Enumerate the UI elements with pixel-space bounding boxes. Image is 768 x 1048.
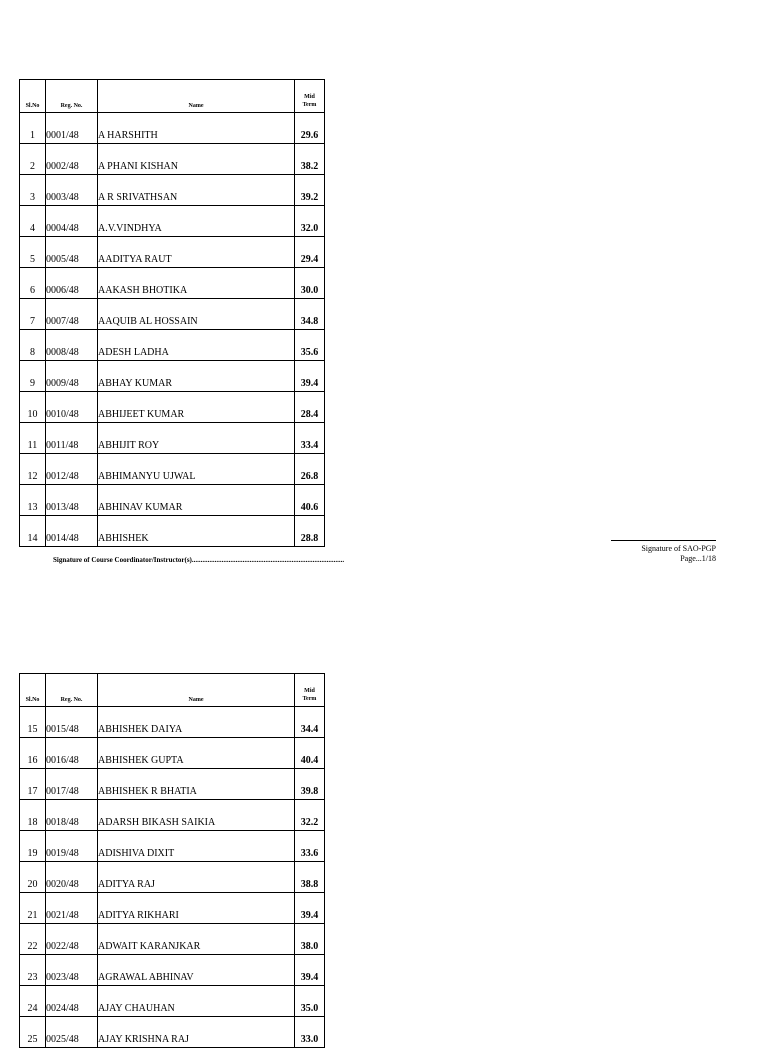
cell-slno: 22: [20, 924, 46, 955]
cell-mid-term: 33.4: [295, 423, 325, 454]
header-slno: Sl.No: [20, 80, 46, 113]
cell-mid-term: 39.2: [295, 175, 325, 206]
page-number: Page...1/18: [680, 554, 716, 563]
table-row: [20, 893, 325, 924]
cell-slno: 17: [20, 769, 46, 800]
cell-reg-no: 0017/48: [46, 769, 98, 800]
table-header-row: [20, 80, 325, 113]
header-mid-term: [295, 674, 325, 707]
cell-mid-term: 35.6: [295, 330, 325, 361]
coordinator-signature-line: Signature of Course Coordinator/Instructor(s).......................................................................................: [53, 556, 345, 564]
cell-reg-no: 0019/48: [46, 831, 98, 862]
cell-slno: 23: [20, 955, 46, 986]
cell-reg-no: 0013/48: [46, 485, 98, 516]
cell-mid-term: 32.2: [295, 800, 325, 831]
cell-name: ABHAY KUMAR: [98, 361, 295, 392]
cell-reg-no: 0021/48: [46, 893, 98, 924]
header-mid-line1: Mid: [304, 688, 315, 694]
cell-reg-no: 0003/48: [46, 175, 98, 206]
table-header-row: [20, 674, 325, 707]
header-name: Name: [98, 674, 295, 707]
cell-mid-term: 39.4: [295, 955, 325, 986]
header-mid-line1: Mid: [304, 94, 315, 100]
cell-name: AGRAWAL ABHINAV: [98, 955, 295, 986]
cell-mid-term: 26.8: [295, 454, 325, 485]
cell-name: ADARSH BIKASH SAIKIA: [98, 800, 295, 831]
table-row: [20, 862, 325, 893]
table-row: [20, 516, 325, 547]
cell-slno: 7: [20, 299, 46, 330]
cell-mid-term: 30.0: [295, 268, 325, 299]
table-row: [20, 268, 325, 299]
cell-mid-term: 35.0: [295, 986, 325, 1017]
table-row: [20, 707, 325, 738]
table-row: [20, 144, 325, 175]
table-row: [20, 175, 325, 206]
cell-mid-term: 28.8: [295, 516, 325, 547]
cell-slno: 12: [20, 454, 46, 485]
cell-reg-no: 0006/48: [46, 268, 98, 299]
cell-reg-no: 0018/48: [46, 800, 98, 831]
cell-reg-no: 0010/48: [46, 392, 98, 423]
cell-name: A PHANI KISHAN: [98, 144, 295, 175]
cell-slno: 20: [20, 862, 46, 893]
table-row: [20, 986, 325, 1017]
cell-slno: 18: [20, 800, 46, 831]
cell-reg-no: 0014/48: [46, 516, 98, 547]
header-mid-line2: Term: [302, 696, 317, 702]
table-row: [20, 1017, 325, 1048]
cell-slno: 8: [20, 330, 46, 361]
cell-reg-no: 0016/48: [46, 738, 98, 769]
table-row: [20, 738, 325, 769]
cell-name: ABHISHEK: [98, 516, 295, 547]
marks-table: [19, 79, 325, 547]
cell-mid-term: 40.6: [295, 485, 325, 516]
cell-mid-term: 34.4: [295, 707, 325, 738]
cell-mid-term: 38.2: [295, 144, 325, 175]
cell-slno: 16: [20, 738, 46, 769]
table-body: [20, 707, 325, 1048]
header-slno: Sl.No: [20, 674, 46, 707]
table-row: [20, 237, 325, 268]
table-body: [20, 113, 325, 547]
cell-name: ADWAIT KARANJKAR: [98, 924, 295, 955]
table-row: [20, 924, 325, 955]
cell-name: ADESH LADHA: [98, 330, 295, 361]
cell-slno: 4: [20, 206, 46, 237]
cell-mid-term: 39.4: [295, 893, 325, 924]
cell-reg-no: 0009/48: [46, 361, 98, 392]
cell-mid-term: 39.8: [295, 769, 325, 800]
cell-mid-term: 38.8: [295, 862, 325, 893]
cell-name: ADITYA RAJ: [98, 862, 295, 893]
header-mid-term: [295, 80, 325, 113]
cell-name: ADITYA RIKHARI: [98, 893, 295, 924]
cell-slno: 19: [20, 831, 46, 862]
cell-name: A.V.VINDHYA: [98, 206, 295, 237]
marks-table: [19, 673, 325, 1048]
cell-name: ADISHIVA DIXIT: [98, 831, 295, 862]
cell-reg-no: 0023/48: [46, 955, 98, 986]
cell-slno: 13: [20, 485, 46, 516]
table-row: [20, 206, 325, 237]
header-reg-no: Reg. No.: [46, 80, 98, 113]
cell-name: AADITYA RAUT: [98, 237, 295, 268]
marks-page-2: [0, 594, 768, 1045]
cell-reg-no: 0004/48: [46, 206, 98, 237]
cell-slno: 11: [20, 423, 46, 454]
cell-name: ABHISHEK R BHATIA: [98, 769, 295, 800]
cell-slno: 24: [20, 986, 46, 1017]
cell-mid-term: 33.0: [295, 1017, 325, 1048]
sao-signature-label: Signature of SAO-PGP: [641, 544, 716, 553]
cell-name: AAQUIB AL HOSSAIN: [98, 299, 295, 330]
cell-slno: 9: [20, 361, 46, 392]
cell-slno: 2: [20, 144, 46, 175]
table-row: [20, 330, 325, 361]
cell-mid-term: 29.6: [295, 113, 325, 144]
cell-reg-no: 0022/48: [46, 924, 98, 955]
table-row: [20, 299, 325, 330]
cell-slno: 3: [20, 175, 46, 206]
cell-reg-no: 0015/48: [46, 707, 98, 738]
table-row: [20, 423, 325, 454]
cell-name: ABHIJEET KUMAR: [98, 392, 295, 423]
cell-name: AAKASH BHOTIKA: [98, 268, 295, 299]
cell-mid-term: 38.0: [295, 924, 325, 955]
cell-slno: 15: [20, 707, 46, 738]
cell-slno: 6: [20, 268, 46, 299]
table-row: [20, 955, 325, 986]
cell-reg-no: 0002/48: [46, 144, 98, 175]
cell-slno: 10: [20, 392, 46, 423]
cell-name: AJAY CHAUHAN: [98, 986, 295, 1017]
cell-slno: 14: [20, 516, 46, 547]
cell-name: ABHISHEK DAIYA: [98, 707, 295, 738]
cell-name: ABHINAV KUMAR: [98, 485, 295, 516]
cell-slno: 1: [20, 113, 46, 144]
cell-mid-term: 40.4: [295, 738, 325, 769]
cell-reg-no: 0012/48: [46, 454, 98, 485]
sao-signature-block: [611, 540, 716, 564]
cell-mid-term: 39.4: [295, 361, 325, 392]
cell-reg-no: 0008/48: [46, 330, 98, 361]
header-mid-line2: Term: [302, 102, 317, 108]
cell-name: A R SRIVATHSAN: [98, 175, 295, 206]
cell-mid-term: 28.4: [295, 392, 325, 423]
cell-slno: 21: [20, 893, 46, 924]
cell-reg-no: 0025/48: [46, 1017, 98, 1048]
cell-name: ABHISHEK GUPTA: [98, 738, 295, 769]
table-row: [20, 831, 325, 862]
table-row: [20, 392, 325, 423]
cell-reg-no: 0024/48: [46, 986, 98, 1017]
header-reg-no: Reg. No.: [46, 674, 98, 707]
table-row: [20, 361, 325, 392]
table-row: [20, 769, 325, 800]
cell-name: AJAY KRISHNA RAJ: [98, 1017, 295, 1048]
cell-mid-term: 34.8: [295, 299, 325, 330]
cell-reg-no: 0020/48: [46, 862, 98, 893]
table-row: [20, 113, 325, 144]
cell-name: ABHIMANYU UJWAL: [98, 454, 295, 485]
table-row: [20, 800, 325, 831]
cell-slno: 25: [20, 1017, 46, 1048]
cell-mid-term: 32.0: [295, 206, 325, 237]
cell-reg-no: 0011/48: [46, 423, 98, 454]
cell-reg-no: 0007/48: [46, 299, 98, 330]
cell-mid-term: 29.4: [295, 237, 325, 268]
cell-name: A HARSHITH: [98, 113, 295, 144]
cell-slno: 5: [20, 237, 46, 268]
signature-rule: [611, 540, 716, 541]
table-row: [20, 454, 325, 485]
cell-mid-term: 33.6: [295, 831, 325, 862]
cell-reg-no: 0005/48: [46, 237, 98, 268]
table-row: [20, 485, 325, 516]
header-name: Name: [98, 80, 295, 113]
cell-name: ABHIJIT ROY: [98, 423, 295, 454]
cell-reg-no: 0001/48: [46, 113, 98, 144]
